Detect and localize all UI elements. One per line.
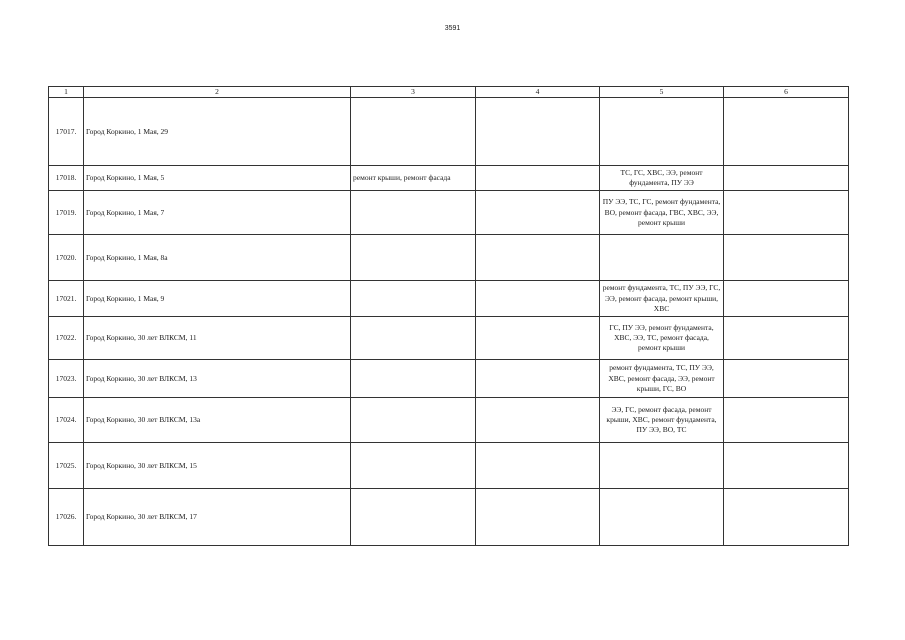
address-cell: Город Коркино, 30 лет ВЛКСМ, 17 xyxy=(84,489,351,546)
col4-cell xyxy=(476,281,600,317)
column-number-row xyxy=(49,87,849,98)
address-cell: Город Коркино, 30 лет ВЛКСМ, 11 xyxy=(84,317,351,360)
column-header: 4 xyxy=(476,87,600,98)
address-cell: Город Коркино, 1 Мая, 7 xyxy=(84,191,351,235)
column-header: 6 xyxy=(724,87,849,98)
table-row xyxy=(49,443,849,489)
col3-cell xyxy=(351,281,476,317)
col3-cell xyxy=(351,317,476,360)
row-number: 17024. xyxy=(49,398,84,443)
col4-cell xyxy=(476,443,600,489)
row-number: 17017. xyxy=(49,98,84,166)
table-row xyxy=(49,281,849,317)
col5-cell xyxy=(600,489,724,546)
table-row xyxy=(49,317,849,360)
col4-cell xyxy=(476,191,600,235)
col3-cell xyxy=(351,191,476,235)
table-row xyxy=(49,360,849,398)
address-cell: Город Коркино, 1 Мая, 9 xyxy=(84,281,351,317)
row-number: 17020. xyxy=(49,235,84,281)
row-number: 17018. xyxy=(49,166,84,191)
col4-cell xyxy=(476,317,600,360)
address-cell: Город Коркино, 1 Мая, 29 xyxy=(84,98,351,166)
address-cell: Город Коркино, 30 лет ВЛКСМ, 15 xyxy=(84,443,351,489)
col3-cell xyxy=(351,443,476,489)
col4-cell xyxy=(476,166,600,191)
col6-cell xyxy=(724,166,849,191)
row-number: 17026. xyxy=(49,489,84,546)
col5-cell xyxy=(600,235,724,281)
table-row xyxy=(49,398,849,443)
table-row xyxy=(49,98,849,166)
row-number: 17019. xyxy=(49,191,84,235)
table-row xyxy=(49,489,849,546)
col6-cell xyxy=(724,489,849,546)
col4-cell xyxy=(476,235,600,281)
col3-cell xyxy=(351,235,476,281)
col6-cell xyxy=(724,360,849,398)
col6-cell xyxy=(724,317,849,360)
col3-cell: ремонт крыши, ремонт фасада xyxy=(351,166,476,191)
col6-cell xyxy=(724,98,849,166)
col5-cell xyxy=(600,443,724,489)
column-header: 1 xyxy=(49,87,84,98)
row-number: 17021. xyxy=(49,281,84,317)
col5-cell: ЭЭ, ГС, ремонт фасада, ремонт крыши, ХВС, ремонт фундамента, ПУ ЭЭ, ВО, ТС xyxy=(600,398,724,443)
address-cell: Город Коркино, 1 Мая, 8а xyxy=(84,235,351,281)
col5-cell: ТС, ГС, ХВС, ЭЭ, ремонт фундамента, ПУ ЭЭ xyxy=(600,166,724,191)
col3-cell xyxy=(351,489,476,546)
col4-cell xyxy=(476,360,600,398)
table-row xyxy=(49,191,849,235)
column-header: 5 xyxy=(600,87,724,98)
col4-cell xyxy=(476,98,600,166)
row-number: 17022. xyxy=(49,317,84,360)
address-cell: Город Коркино, 30 лет ВЛКСМ, 13 xyxy=(84,360,351,398)
row-number: 17023. xyxy=(49,360,84,398)
table-row xyxy=(49,166,849,191)
col6-cell xyxy=(724,281,849,317)
address-cell: Город Коркино, 1 Мая, 5 xyxy=(84,166,351,191)
col5-cell: ПУ ЭЭ, ТС, ГС, ремонт фундамента, ВО, ремонт фасада, ГВС, ХВС, ЭЭ, ремонт крыши xyxy=(600,191,724,235)
address-cell: Город Коркино, 30 лет ВЛКСМ, 13а xyxy=(84,398,351,443)
col5-cell: ремонт фундамента, ТС, ПУ ЭЭ, ГС, ЭЭ, ремонт фасада, ремонт крыши, ХВС xyxy=(600,281,724,317)
col5-cell: ГС, ПУ ЭЭ, ремонт фундамента, ХВС, ЭЭ, ТС, ремонт фасада, ремонт крыши xyxy=(600,317,724,360)
col3-cell xyxy=(351,360,476,398)
col5-cell xyxy=(600,98,724,166)
column-header: 3 xyxy=(351,87,476,98)
row-number: 17025. xyxy=(49,443,84,489)
col6-cell xyxy=(724,191,849,235)
column-header: 2 xyxy=(84,87,351,98)
col4-cell xyxy=(476,398,600,443)
col6-cell xyxy=(724,235,849,281)
page-number: 3591 xyxy=(444,25,461,32)
col3-cell xyxy=(351,398,476,443)
col3-cell xyxy=(351,98,476,166)
col6-cell xyxy=(724,443,849,489)
col6-cell xyxy=(724,398,849,443)
col5-cell: ремонт фундамента, ТС, ПУ ЭЭ, ХВС, ремонт фасада, ЭЭ, ремонт крыши, ГС, ВО xyxy=(600,360,724,398)
col4-cell xyxy=(476,489,600,546)
table-row xyxy=(49,235,849,281)
address-register-table xyxy=(48,86,849,546)
